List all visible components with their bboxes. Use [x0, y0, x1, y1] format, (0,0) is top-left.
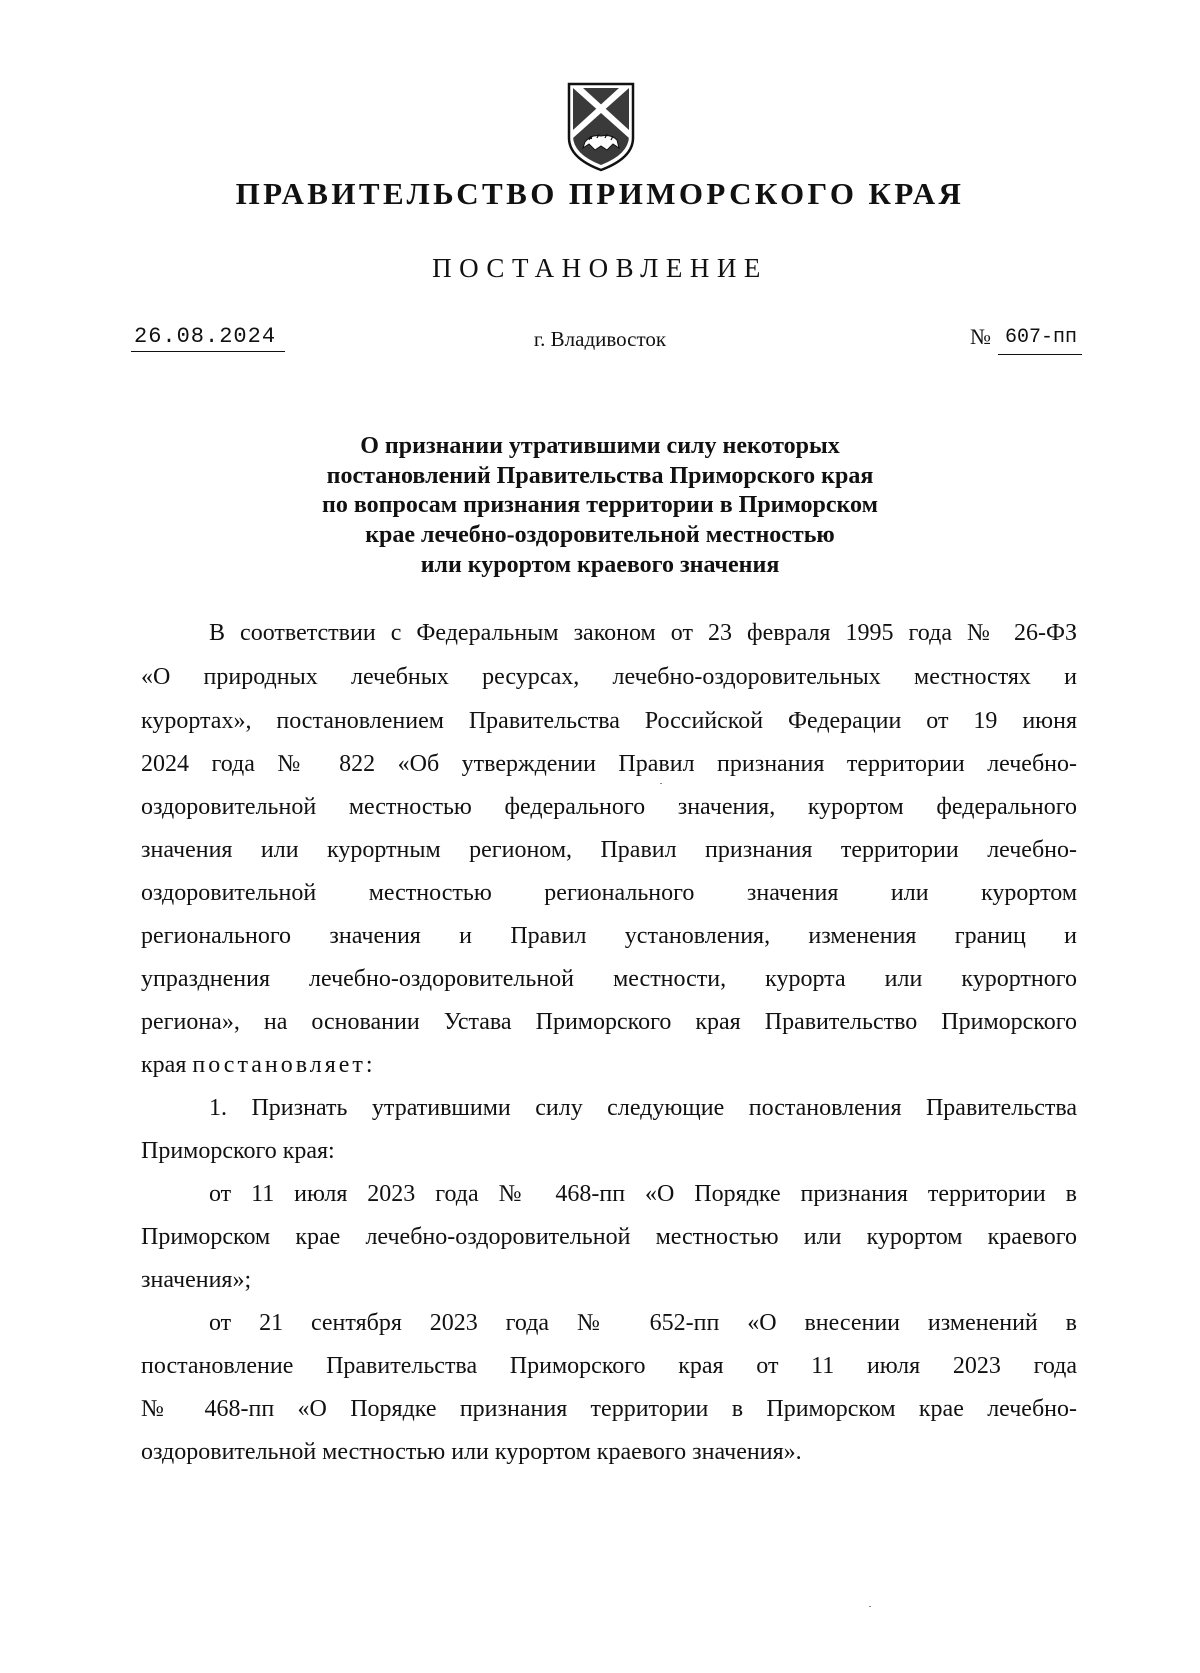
item1-line: Приморского края:: [141, 1138, 335, 1164]
heading-line: постановлений Правительства Приморского края: [326, 462, 874, 489]
document-number: 607-пп: [1005, 326, 1078, 349]
heading-line: или курортом краевого значения: [420, 551, 780, 578]
document-type: ПОСТАНОВЛЕНИЕ: [432, 253, 768, 283]
preamble-line: оздоровительной местностью регионального значения или курортом: [141, 880, 1077, 906]
heading-line: крае лечебно-оздоровительной местностью: [365, 522, 835, 549]
heading-line: О признании утратившими силу некоторых: [360, 433, 840, 459]
decree-word: постановляет:: [192, 1052, 376, 1078]
entry2-line: № 468-пп «О Порядке признания территории в Приморском крае лечебно-: [141, 1396, 1077, 1422]
preamble-line: региона», на основании Устава Приморского края Правительство Приморского: [141, 1009, 1077, 1035]
entry2-line: постановление Правительства Приморского края от 11 июля 2023 года: [141, 1353, 1077, 1379]
scan-speck: [660, 783, 662, 784]
entry1-line: Приморском крае лечебно-оздоровительной местностью или курортом краевого: [141, 1224, 1077, 1250]
preamble-end: края: [141, 1052, 187, 1078]
preamble-line: В соответствии с Федеральным законом от 23 февраля 1995 года № 26-ФЗ: [209, 620, 1077, 646]
preamble-line: оздоровительной местностью федерального значения, курортом федерального: [141, 794, 1077, 820]
document-date: 26.08.2024: [134, 324, 277, 349]
heading-line: по вопросам признания территории в Приморском: [322, 492, 878, 519]
document-heading: [200, 432, 1000, 581]
preamble-line: 2024 года № 822 «Об утверждении Правил признания территории лечебно-: [141, 751, 1077, 777]
entry1-line: значения»;: [141, 1267, 252, 1293]
preamble-line: курортах», постановлением Правительства Российской Федерации от 19 июня: [141, 708, 1077, 734]
entry2-line: оздоровительной местностью или курортом краевого значения».: [141, 1439, 802, 1465]
preamble-line: упразднения лечебно-оздоровительной местности, курорта или курортного: [141, 966, 1077, 992]
number-sign: №: [970, 324, 991, 349]
preamble-last-line: [141, 1050, 1077, 1080]
number-underline: [998, 354, 1082, 355]
entry2-line: от 21 сентября 2023 года № 652-пп «О внесении изменений в: [209, 1310, 1077, 1336]
coat-of-arms-emblem: [561, 78, 641, 174]
government-title: ПРАВИТЕЛЬСТВО ПРИМОРСКОГО КРАЯ: [235, 176, 965, 211]
date-underline: [131, 351, 285, 352]
preamble-line: регионального значения и Правил установления, изменения границ и: [141, 923, 1077, 949]
entry1-line: от 11 июля 2023 года № 468-пп «О Порядке признания территории в: [209, 1181, 1077, 1207]
scan-speck: [869, 1606, 871, 1607]
preamble-line: «О природных лечебных ресурсах, лечебно-оздоровительных местностях и: [141, 664, 1077, 690]
item1-line: 1. Признать утратившими силу следующие постановления Правительства: [209, 1095, 1077, 1121]
preamble-line: значения или курортным регионом, Правил признания территории лечебно-: [141, 837, 1077, 863]
document-city: г. Владивосток: [533, 327, 667, 351]
